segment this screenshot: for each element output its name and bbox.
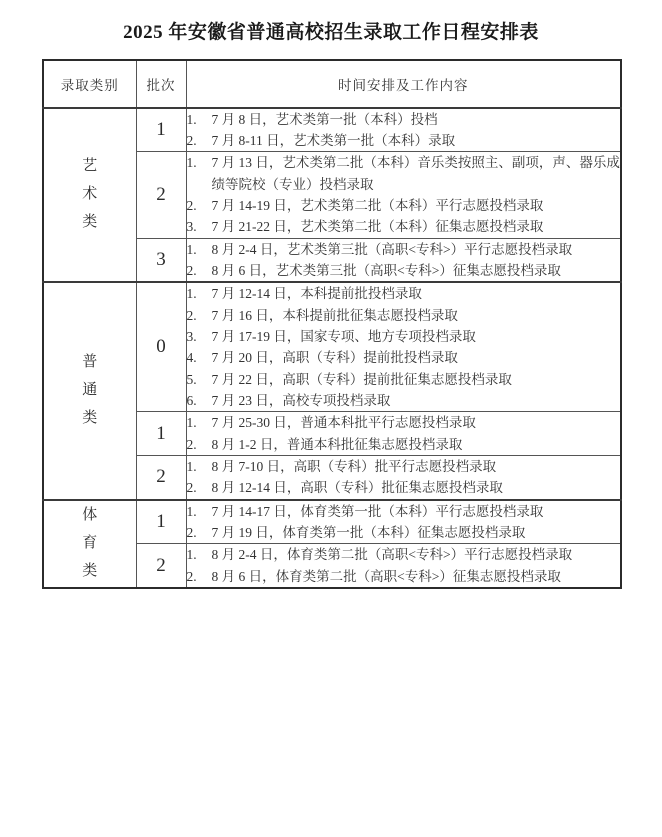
content-cell <box>186 456 621 500</box>
content-item-list <box>187 544 621 587</box>
content-item: 7 月 12-14 日，本科提前批投档录取 <box>211 286 422 302</box>
content-item-list <box>187 109 621 152</box>
content-item: 8 月 7-10 日，高职（专科）批平行志愿投档录取 <box>211 459 497 475</box>
content-item-list <box>187 152 621 237</box>
schedule-table-container <box>42 59 620 589</box>
content-item: 8 月 6 日，艺术类第三批（高职<专科>）征集志愿投档录取 <box>211 263 561 279</box>
category-label-char: 类 <box>82 409 98 426</box>
content-item: 7 月 17-19 日，国家专项、地方专项投档录取 <box>211 329 476 345</box>
content-item-list <box>187 412 621 455</box>
content-item: 7 月 19 日，体育类第一批（本科）征集志愿投档录取 <box>211 525 526 541</box>
content-item: 7 月 8-11 日，艺术类第一批（本科）录取 <box>211 133 456 149</box>
category-cell <box>43 500 136 588</box>
content-item: 7 月 21-22 日，艺术类第二批（本科）征集志愿投档录取 <box>211 219 544 235</box>
batch-cell: 1 <box>136 108 186 152</box>
content-cell <box>186 500 621 544</box>
content-cell <box>186 544 621 588</box>
category-label-char: 术 <box>82 186 98 203</box>
content-item: 7 月 14-19 日，艺术类第二批（本科）平行志愿投档录取 <box>211 198 544 214</box>
category-label-char: 艺 <box>82 158 98 175</box>
content-item: 8 月 6 日，体育类第二批（高职<专科>）征集志愿投档录取 <box>211 568 561 584</box>
content-cell <box>186 152 621 238</box>
content-cell <box>186 108 621 152</box>
content-cell <box>186 282 621 411</box>
content-item: 7 月 25-30 日，普通本科批平行志愿投档录取 <box>211 415 476 431</box>
content-item: 7 月 14-17 日，体育类第一批（本科）平行志愿投档录取 <box>211 503 544 519</box>
content-item-list <box>187 283 621 411</box>
content-item: 7 月 23 日，高校专项投档录取 <box>211 393 391 409</box>
batch-cell: 1 <box>136 412 186 456</box>
content-item: 7 月 22 日，高职（专科）提前批征集志愿投档录取 <box>211 371 512 387</box>
header-content: 时间安排及工作内容 <box>186 60 621 108</box>
batch-cell: 2 <box>136 152 186 238</box>
content-item: 7 月 20 日，高职（专科）提前批投档录取 <box>211 350 458 366</box>
batch-cell: 2 <box>136 544 186 588</box>
content-item: 7 月 13 日，艺术类第二批（本科）音乐类按照主、副项，声、器乐成绩等院校（专业）投档录取 <box>211 155 620 192</box>
content-item: 7 月 8 日，艺术类第一批（本科）投档 <box>211 111 438 127</box>
content-item: 8 月 1-2 日，普通本科批征集志愿投档录取 <box>211 436 463 452</box>
batch-cell: 3 <box>136 238 186 282</box>
admission-schedule-table <box>42 59 622 589</box>
batch-cell: 0 <box>136 282 186 411</box>
batch-cell: 2 <box>136 456 186 500</box>
category-label-char: 普 <box>82 354 98 371</box>
content-item-list <box>187 501 621 544</box>
table-body <box>43 60 621 588</box>
category-label-char: 类 <box>82 213 98 230</box>
category-label <box>82 502 97 585</box>
content-item-list <box>187 456 621 499</box>
category-cell <box>43 282 136 499</box>
content-item: 8 月 12-14 日，高职（专科）批征集志愿投档录取 <box>211 480 503 496</box>
table-header-row <box>43 60 621 108</box>
batch-cell: 1 <box>136 500 186 544</box>
category-label-char: 体 <box>82 507 98 524</box>
content-item: 8 月 2-4 日，艺术类第三批（高职<专科>）平行志愿投档录取 <box>211 241 573 257</box>
category-label-char: 育 <box>82 534 98 551</box>
page-title: 2025 年安徽省普通高校招生录取工作日程安排表 <box>123 22 539 43</box>
content-item: 7 月 16 日，本科提前批征集志愿投档录取 <box>211 307 458 323</box>
category-label-char: 通 <box>82 382 98 399</box>
category-label <box>82 349 97 432</box>
category-label-char: 类 <box>82 562 98 579</box>
header-batch: 批次 <box>136 60 186 108</box>
content-cell <box>186 412 621 456</box>
content-item-list <box>187 239 621 282</box>
header-category: 录取类别 <box>43 60 136 108</box>
category-cell <box>43 108 136 283</box>
content-item: 8 月 2-4 日，体育类第二批（高职<专科>）平行志愿投档录取 <box>211 547 573 563</box>
table-row <box>43 282 621 411</box>
table-row <box>43 108 621 152</box>
table-row <box>43 500 621 544</box>
content-cell <box>186 238 621 282</box>
category-label <box>82 153 97 236</box>
